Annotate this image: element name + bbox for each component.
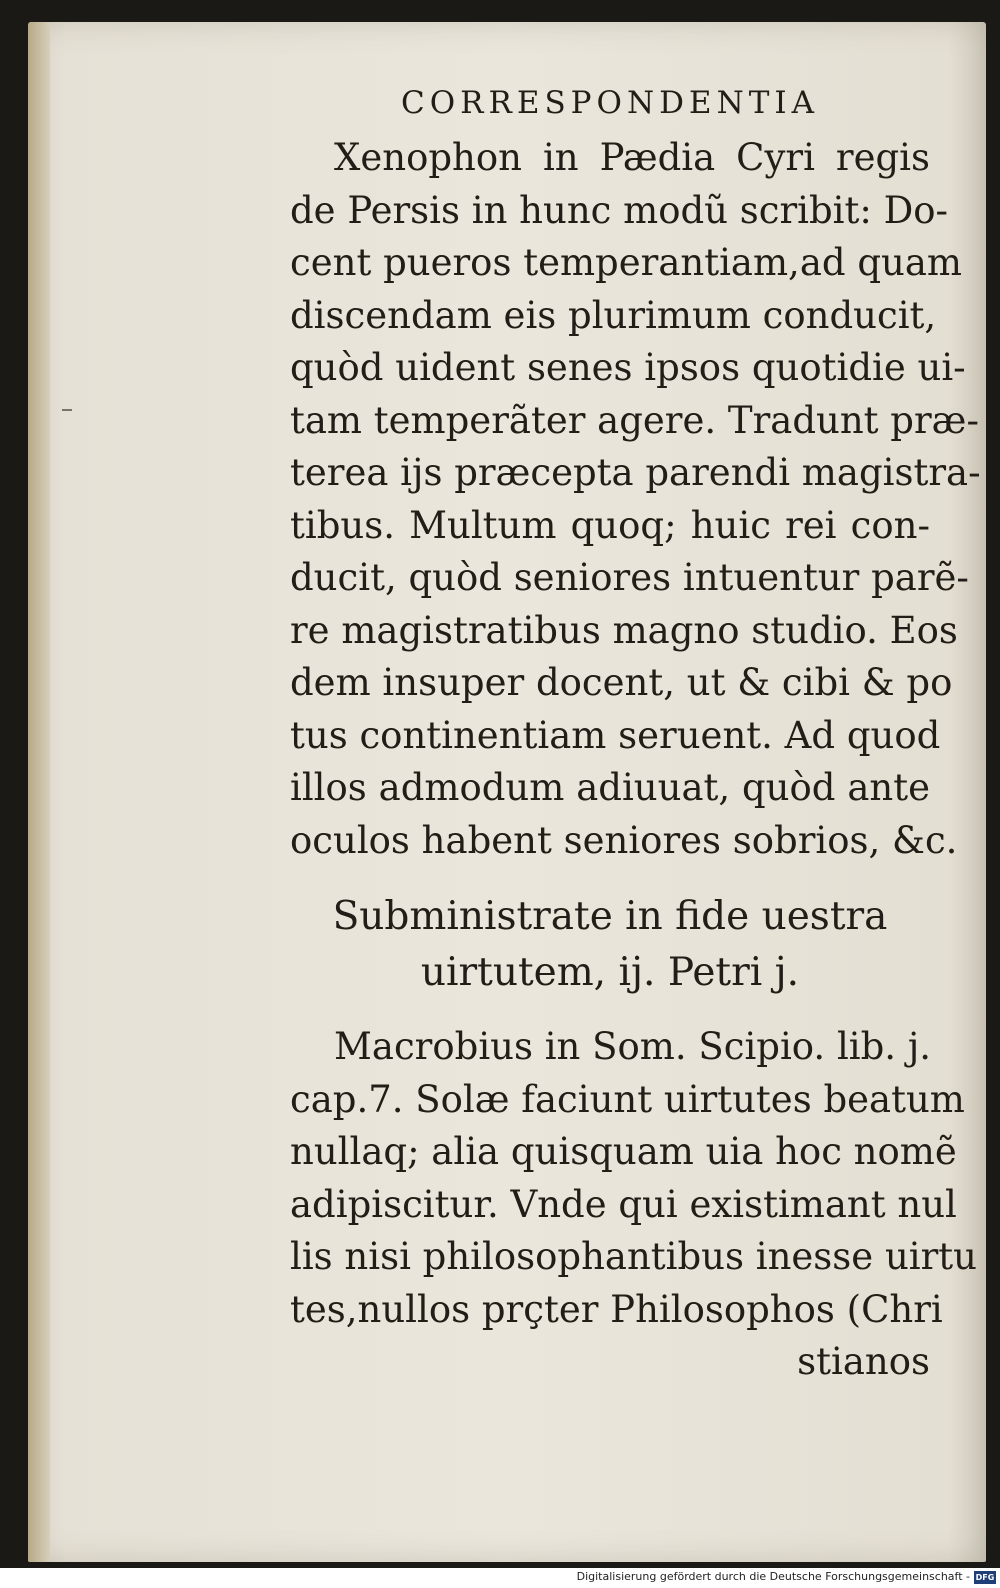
catchword: stianos xyxy=(797,1340,930,1383)
text-line: Xenophon in Pædia Cyri regis xyxy=(334,136,930,179)
funding-credit: Digitalisierung gefördert durch die Deutsche Forschungsgemeinschaft - xyxy=(576,1570,970,1583)
text-line: lis nisi philosophantibus inesse uirtu xyxy=(290,1235,977,1278)
text-line: tus continentiam seruent. Ad quod xyxy=(290,713,941,757)
text-line: oculos habent seniores sobrios, &c. xyxy=(290,818,958,862)
margin-mark xyxy=(62,409,72,411)
text-line: re magistratibus magno studio. Eos xyxy=(290,608,958,652)
text-line: tes,nullos prçter Philosophos (Chri xyxy=(290,1287,943,1331)
text-line: tam temperãter agere. Tradunt præ- xyxy=(290,398,979,442)
running-head: CORRESPONDENTIA xyxy=(401,85,819,121)
text-block xyxy=(290,80,981,1388)
paragraph-macrobius xyxy=(290,1021,977,1336)
text-line: ducit, quòd seniores intuentur parẽ- xyxy=(290,556,969,599)
text-line: cap.7. Solæ faciunt uirtutes beatum xyxy=(290,1077,965,1121)
text-line: tibus. Multum quoq; huic rei con- xyxy=(290,503,930,547)
text-line: quòd uident senes ipsos quotidie ui- xyxy=(290,346,966,389)
text-line: discendam eis plurimum conducit, xyxy=(290,293,937,337)
dfg-logo-icon: DFG xyxy=(975,1573,995,1582)
text-line: cent pueros temperantiam,ad quam xyxy=(290,241,962,284)
paragraph-xenophon xyxy=(290,132,981,867)
footer-bar xyxy=(0,1568,1000,1588)
heading-line: uirtutem, ij. Petri j. xyxy=(420,950,800,995)
page-edge xyxy=(28,22,50,1562)
text-line: terea ijs præcepta parendi magistra- xyxy=(290,451,981,494)
text-line: de Persis in hunc modũ scribit: Do- xyxy=(290,188,949,232)
text-line: adipiscitur. Vnde qui existimant nul xyxy=(290,1182,957,1226)
heading-line: Subministrate in fide uestra xyxy=(332,894,888,939)
text-line: illos admodum adiuuat, quòd ante xyxy=(290,766,930,809)
section-heading xyxy=(290,889,930,1001)
text-line: nullaq; alia quisquam uia hoc nomẽ xyxy=(290,1130,957,1173)
text-line: dem insuper docent, ut & cibi & po xyxy=(290,661,953,704)
text-line: Macrobius in Som. Scipio. lib. j. xyxy=(334,1025,932,1068)
